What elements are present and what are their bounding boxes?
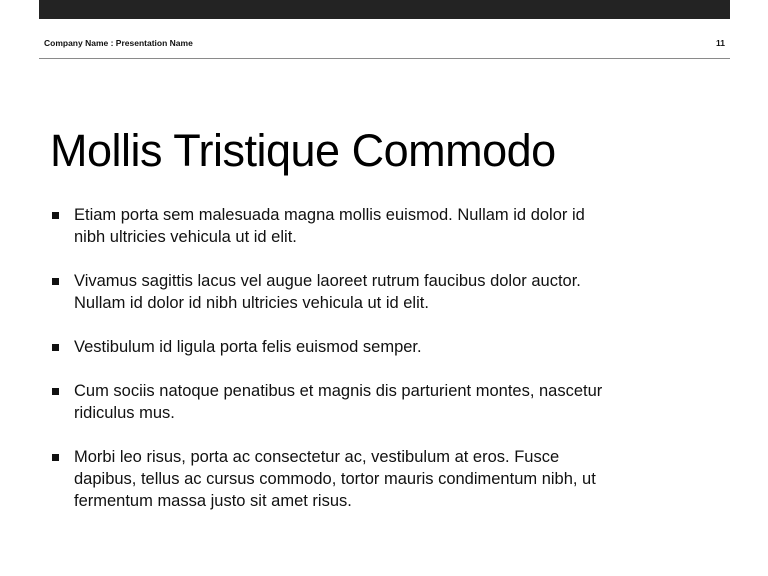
slide-title: Mollis Tristique Commodo (50, 125, 556, 176)
bullet-item (51, 270, 611, 314)
bullet-item (51, 380, 611, 424)
bullet-text: Morbi leo risus, porta ac consectetur ac, vestibulum at eros. Fusce dapibus, tellus ac cursus commodo, tortor mauris condimentum nibh, ut fermentum massa justo sit amet risus. (74, 448, 596, 510)
bullet-item (51, 204, 611, 248)
bullet-text: Vivamus sagittis lacus vel augue laoreet rutrum faucibus dolor auctor. Nullam id dolor id nibh ultricies vehicula ut id elit. (74, 272, 581, 312)
bullet-item (51, 336, 611, 358)
square-bullet-icon (52, 454, 59, 461)
top-bar (39, 0, 730, 19)
slide-header (39, 30, 730, 59)
square-bullet-icon (52, 212, 59, 219)
bullet-list (51, 204, 611, 534)
bullet-text: Etiam porta sem malesuada magna mollis euismod. Nullam id dolor id nibh ultricies vehicula ut id elit. (74, 206, 585, 246)
bullet-text: Cum sociis natoque penatibus et magnis dis parturient montes, nascetur ridiculus mus. (74, 382, 603, 422)
square-bullet-icon (52, 344, 59, 351)
square-bullet-icon (52, 278, 59, 285)
bullet-text: Vestibulum id ligula porta felis euismod semper. (74, 338, 422, 356)
presentation-name: Company Name : Presentation Name (44, 38, 193, 48)
square-bullet-icon (52, 388, 59, 395)
page-number: 11 (716, 38, 725, 48)
bullet-item (51, 446, 611, 512)
